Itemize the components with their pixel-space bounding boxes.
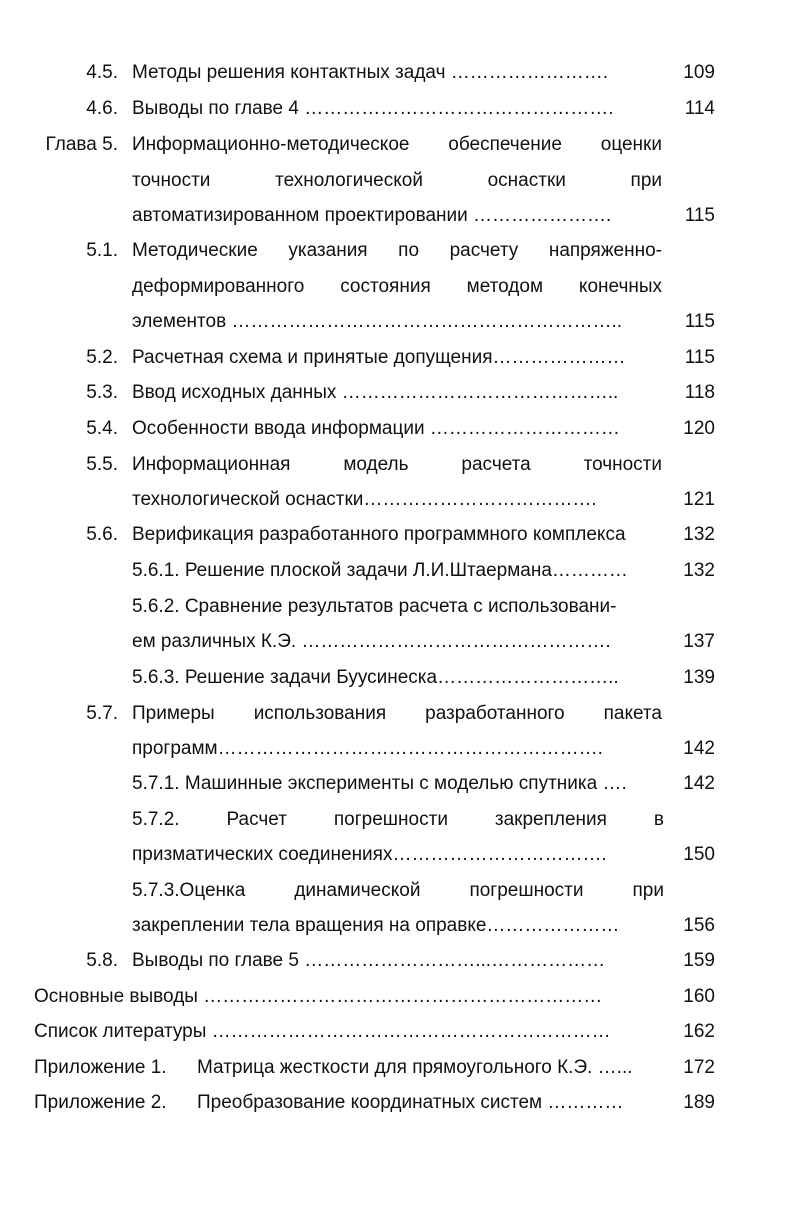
- toc-entry-appendix-1[interactable]: [0, 1055, 793, 1081]
- word: динамической: [294, 880, 421, 901]
- word: Информационная: [132, 454, 291, 475]
- entry-title: Список литературы ………………………………………………………: [34, 1021, 611, 1042]
- toc-entry-5-8[interactable]: [0, 948, 793, 974]
- toc-entry-5-6-2[interactable]: [0, 594, 793, 620]
- word: 5.7.2.: [132, 809, 180, 830]
- entry-title: Выводы по главе 4 ………………………………………….: [132, 98, 614, 119]
- entry-number: 4.6.: [86, 98, 118, 119]
- entry-number: 5.6.: [86, 524, 118, 545]
- entry-number: 5.5.: [86, 454, 118, 475]
- entry-title: 5.6.2. Сравнение результатов расчета с использовани-: [132, 596, 617, 617]
- toc-entry-5-1[interactable]: [0, 238, 793, 264]
- word: Методические: [132, 240, 258, 261]
- entry-number: 5.2.: [86, 347, 118, 368]
- toc-entry-5-6-2-line-2: [0, 629, 793, 655]
- toc-entry-5-7-3[interactable]: [0, 878, 793, 904]
- toc-entry-5-6[interactable]: [0, 522, 793, 548]
- toc-entry-5-1-line-2: [0, 274, 793, 300]
- word: Примеры: [132, 703, 215, 724]
- entry-page: 114: [684, 98, 715, 119]
- entry-page: 109: [683, 62, 715, 83]
- entry-page: 142: [683, 773, 715, 794]
- entry-title-line: [132, 878, 664, 904]
- word: методом: [466, 276, 544, 297]
- toc-entry-5-7-2[interactable]: [0, 807, 793, 833]
- word: при: [632, 880, 664, 901]
- word: закрепления: [494, 809, 607, 830]
- entry-page: 121: [683, 489, 715, 510]
- appendix-label: Приложение 1.: [34, 1057, 167, 1078]
- entry-title-line: [132, 807, 664, 833]
- toc-entry-5-4[interactable]: [0, 416, 793, 442]
- appendix-label: Приложение 2.: [34, 1092, 167, 1113]
- entry-title: элементов ……………………………………………………..: [132, 311, 623, 332]
- entry-title: Ввод исходных данных ……………………………………..: [132, 382, 619, 403]
- entry-title: закреплении тела вращения на оправке…………………: [132, 915, 620, 936]
- entry-page: 156: [683, 915, 715, 936]
- entry-number: 5.1.: [86, 240, 118, 261]
- word: 5.7.3.Оценка: [132, 880, 246, 901]
- word: использования: [253, 703, 387, 724]
- word: обеспечение: [448, 134, 562, 155]
- toc-entry-5-6-1[interactable]: [0, 558, 793, 584]
- entry-title: автоматизированном проектировании ………………….: [132, 205, 612, 226]
- word: погрешности: [333, 809, 448, 830]
- entry-page: 160: [683, 986, 715, 1007]
- entry-page: 132: [683, 524, 715, 545]
- entry-title-line: [132, 132, 662, 158]
- toc-entry-5-6-3[interactable]: [0, 665, 793, 691]
- toc-entry-5-7-3-line-2: [0, 913, 793, 939]
- entry-number: 5.3.: [86, 382, 118, 403]
- entry-title: технологической оснастки……………………………….: [132, 489, 597, 510]
- entry-page: 132: [683, 560, 715, 581]
- word: при: [630, 170, 662, 191]
- entry-title: ем различных К.Э. ………………………………………….: [132, 631, 611, 652]
- word: напряженно-: [548, 240, 662, 261]
- entry-title: Матрица жесткости для прямоугольного К.Э. …...: [197, 1057, 633, 1078]
- toc-entry-5-7-line-2: [0, 736, 793, 762]
- word: расчету: [449, 240, 519, 261]
- entry-title: 5.6.3. Решение задачи Буусинеска………………………..: [132, 667, 619, 688]
- entry-title-line: [132, 452, 662, 478]
- word: пакета: [603, 703, 662, 724]
- word: погрешности: [469, 880, 584, 901]
- entry-page: 142: [683, 738, 715, 759]
- word: конечных: [578, 276, 662, 297]
- entry-page: 115: [684, 205, 715, 226]
- entry-title: Расчетная схема и принятые допущения…………………: [132, 347, 626, 368]
- entry-page: 189: [683, 1092, 715, 1113]
- word: оснастки: [487, 170, 566, 191]
- toc-entry-chapter-5-line-2: [0, 168, 793, 194]
- word: точности: [583, 454, 662, 475]
- toc-entry-conclusions[interactable]: [0, 984, 793, 1010]
- toc-entry-5-3[interactable]: [0, 380, 793, 406]
- entry-title: Верификация разработанного программного комплекса: [132, 524, 626, 545]
- word: оценки: [600, 134, 662, 155]
- entry-title: 5.6.1. Решение плоской задачи Л.И.Штаермана…………: [132, 560, 628, 581]
- word: Информационно-методическое: [132, 134, 410, 155]
- toc-entry-4-6[interactable]: [0, 96, 793, 122]
- entry-title: Преобразование координатных систем …………: [197, 1092, 624, 1113]
- entry-number: 5.7.: [86, 703, 118, 724]
- toc-entry-4-5[interactable]: [0, 60, 793, 86]
- entry-number: 5.8.: [86, 950, 118, 971]
- entry-number: Глава 5.: [45, 134, 118, 155]
- toc-entry-5-5[interactable]: [0, 452, 793, 478]
- entry-title-line: [132, 701, 662, 727]
- word: расчета: [461, 454, 531, 475]
- entry-page: 162: [683, 1021, 715, 1042]
- word: разработанного: [425, 703, 565, 724]
- word: точности: [132, 170, 211, 191]
- entry-title: Особенности ввода информации …………………………: [132, 418, 620, 439]
- word: технологической: [275, 170, 423, 191]
- entry-page: 139: [683, 667, 715, 688]
- toc-entry-chapter-5[interactable]: [0, 132, 793, 158]
- word: указания: [288, 240, 368, 261]
- entry-page: 120: [683, 418, 715, 439]
- entry-page: 115: [684, 347, 715, 368]
- toc-entry-5-7-2-line-2: [0, 842, 793, 868]
- word: Расчет: [226, 809, 287, 830]
- toc-entry-5-7[interactable]: [0, 701, 793, 727]
- entry-page: 118: [684, 382, 715, 403]
- entry-title: призматических соединениях…………………………….: [132, 844, 607, 865]
- entry-title-line: [132, 168, 662, 194]
- word: состояния: [340, 276, 431, 297]
- toc-entry-5-1-line-3: [0, 309, 793, 335]
- toc-entry-5-5-line-2: [0, 487, 793, 513]
- entry-title: Основные выводы ………………………………………………………: [34, 986, 603, 1007]
- toc-entry-5-2[interactable]: [0, 345, 793, 371]
- entry-page: 150: [683, 844, 715, 865]
- entry-title: Выводы по главе 5 ………………………...………………: [132, 950, 606, 971]
- toc-entry-references[interactable]: [0, 1019, 793, 1045]
- entry-number: 5.4.: [86, 418, 118, 439]
- word: модель: [343, 454, 409, 475]
- toc-entry-chapter-5-line-3: [0, 203, 793, 229]
- entry-title: программ…………………………………………………….: [132, 738, 603, 759]
- entry-page: 115: [684, 311, 715, 332]
- entry-title-line: [132, 238, 662, 264]
- word: деформированного: [132, 276, 305, 297]
- entry-page: 172: [683, 1057, 715, 1078]
- toc-entry-appendix-2[interactable]: [0, 1090, 793, 1116]
- entry-title: 5.7.1. Машинные эксперименты с моделью спутника ….: [132, 773, 627, 794]
- word: по: [398, 240, 420, 261]
- entry-title: Методы решения контактных задач …………………….: [132, 62, 609, 83]
- entry-page: 137: [683, 631, 715, 652]
- toc-entry-5-7-1[interactable]: [0, 771, 793, 797]
- entry-number: 4.5.: [86, 62, 118, 83]
- word: в: [653, 809, 664, 830]
- entry-page: 159: [683, 950, 715, 971]
- entry-title-line: [132, 274, 662, 300]
